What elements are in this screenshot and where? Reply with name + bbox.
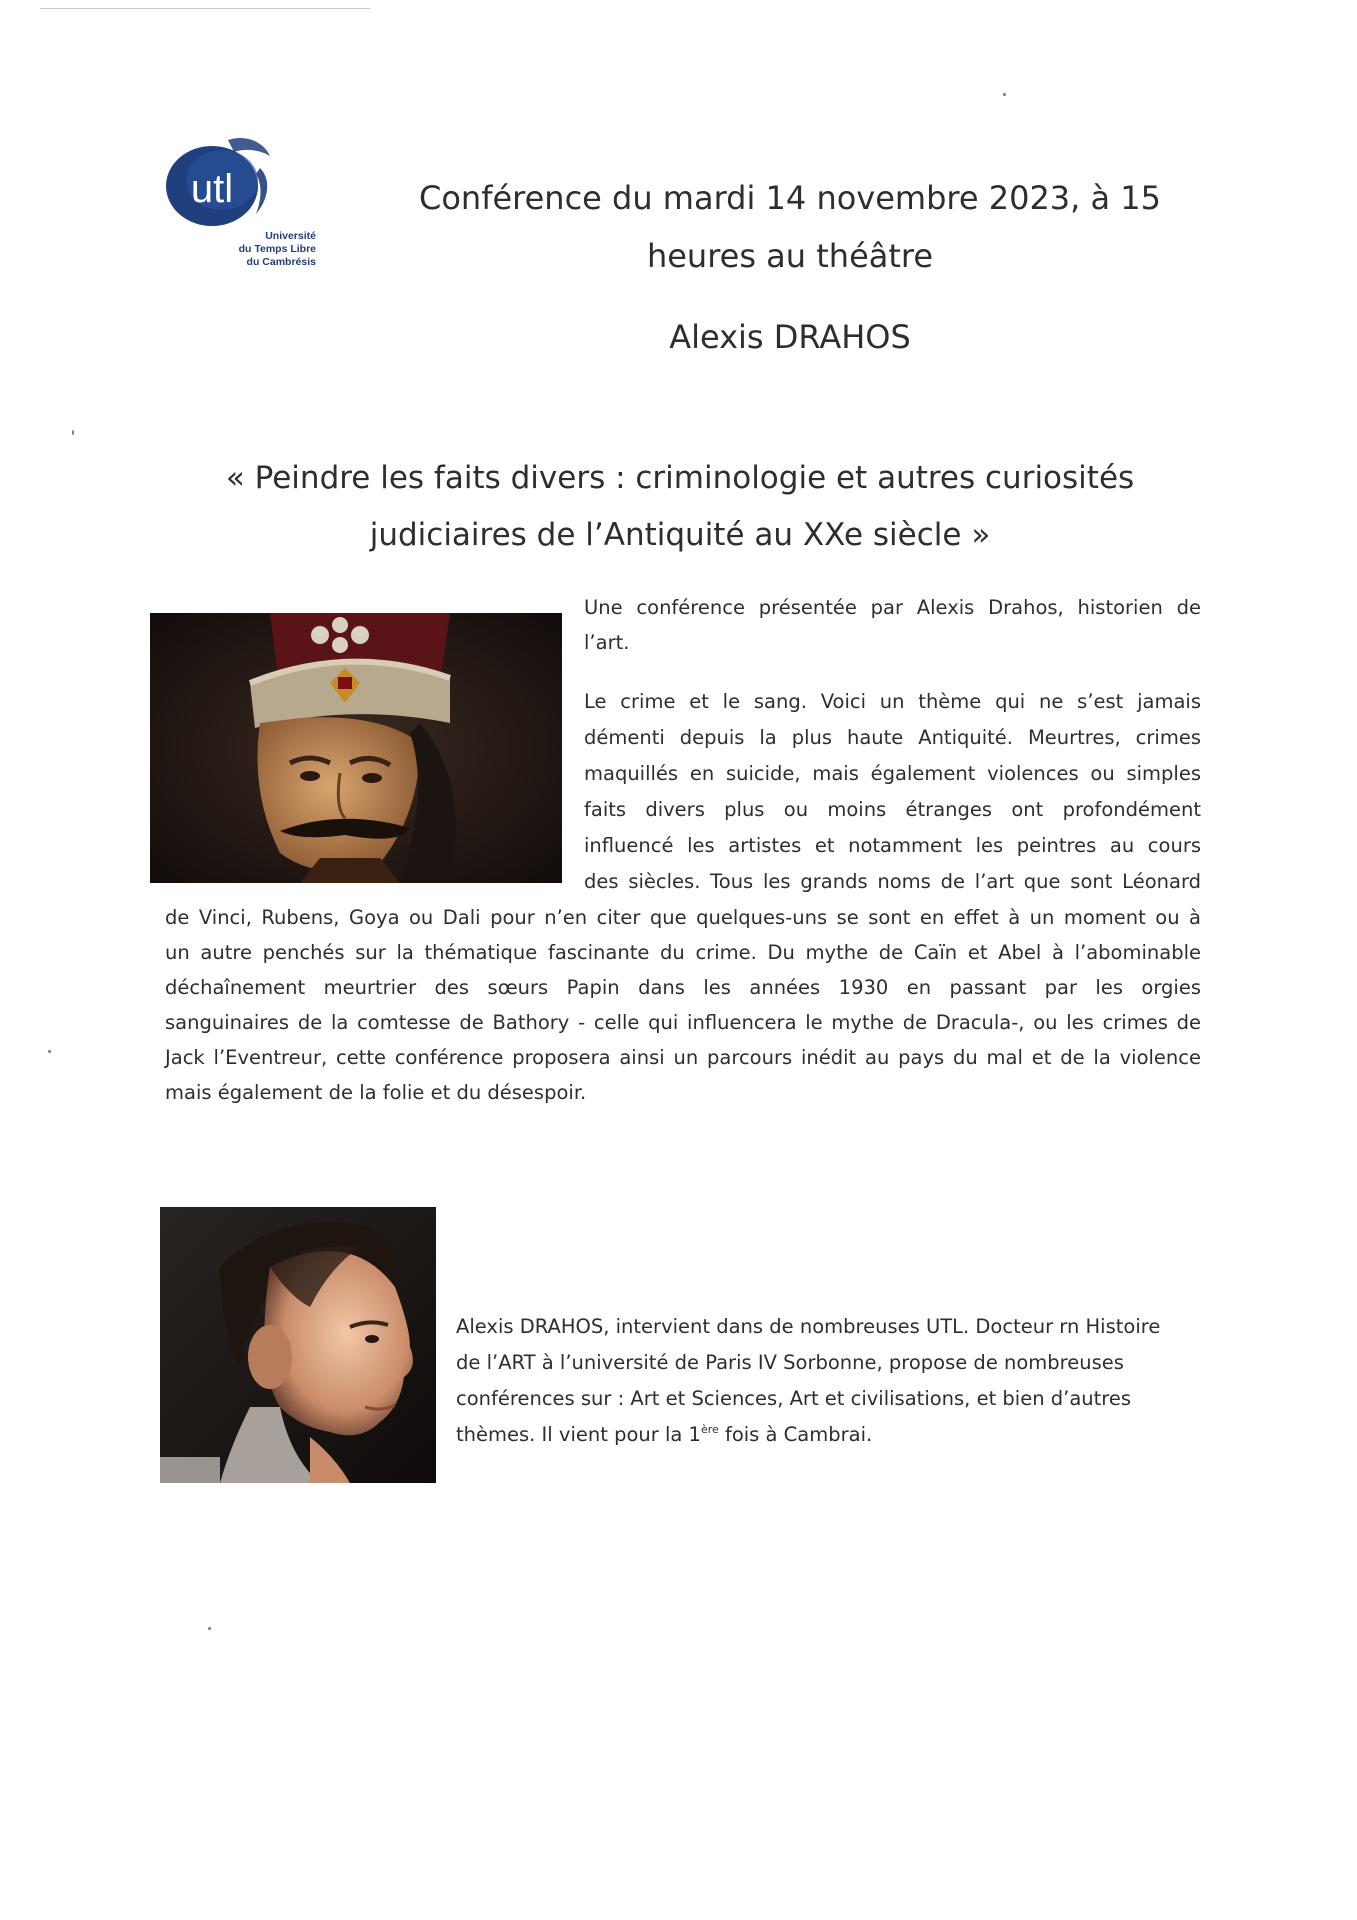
conference-date-line2: heures au théâtre [646, 237, 934, 275]
logo-line2: du Temps Libre [238, 243, 316, 255]
intro-line: l’art. [584, 631, 630, 654]
description-line: des siècles. Tous les grands noms de l’art que sont Léonard [584, 870, 1201, 893]
logo-line3: du Cambrésis [246, 256, 316, 268]
description-line: démenti depuis la plus haute Antiquité. Meurtres, crimes [584, 726, 1201, 749]
scan-speck [1003, 93, 1006, 96]
logo-subtitle [206, 230, 316, 269]
intro-line: Une conférence présentée par Alexis Drahos, historien de [584, 596, 1201, 619]
description-line: un autre penchés sur la thématique fascinante du crime. Du mythe de Caïn et Abel à l’abominable [165, 941, 1201, 964]
conference-title-line1: « Peindre les faits divers : criminologie et autres curiosités [225, 460, 1135, 496]
speaker-photo-image [160, 1207, 436, 1483]
description-line: maquillés en suicide, mais également violences ou simples [584, 762, 1201, 785]
bio-ordinal-superscript: ère [700, 1423, 719, 1436]
speaker-name-heading: Alexis DRAHOS [669, 318, 911, 356]
bio-line4-end: fois à Cambrai. [718, 1423, 873, 1446]
description-line: Le crime et le sang. Voici un thème qui ne s’est jamais [584, 690, 1201, 713]
description-line: influencé les artistes et notamment les peintres au cours [584, 834, 1201, 857]
bio-line4-start: thèmes. Il vient pour la 1 [456, 1423, 701, 1446]
conference-title-line2: judiciaires de l’Antiquité au XXe siècle » [369, 517, 991, 553]
scan-edge-line [40, 8, 370, 9]
logo-line1: Université [265, 230, 316, 242]
scan-speck [72, 430, 74, 435]
bio-line: conférences sur : Art et Sciences, Art et civilisations, et bien d’autres [456, 1387, 1132, 1410]
scan-speck [48, 1050, 51, 1053]
bio-line: de l’ART à l’université de Paris IV Sorbonne, propose de nombreuses [456, 1351, 1124, 1374]
description-line: sanguinaires de la comtesse de Bathory - celle qui influencera le mythe de Dracula-, ou les crimes de [165, 1011, 1201, 1034]
scan-speck [208, 1627, 211, 1630]
description-line: déchaînement meurtrier des sœurs Papin dans les années 1930 en passant par les orgies [165, 976, 1201, 999]
description-line: mais également de la folie et du désespoir. [165, 1081, 587, 1104]
bio-line [456, 1417, 872, 1453]
description-line: Jack l’Eventreur, cette conférence proposera ainsi un parcours inédit au pays du mal et de la violence [165, 1046, 1201, 1069]
portrait-painting-image [150, 613, 562, 883]
utl-logo [160, 128, 320, 288]
description-line: faits divers plus ou moins étranges ont profondément [584, 798, 1201, 821]
logo-mark-text: utl [190, 167, 234, 211]
conference-date-line1: Conférence du mardi 14 novembre 2023, à 15 [419, 179, 1161, 217]
bio-line: Alexis DRAHOS, intervient dans de nombreuses UTL. Docteur rn Histoire [456, 1315, 1161, 1338]
description-line: de Vinci, Rubens, Goya ou Dali pour n’en citer que quelques-uns se sont en effet à un moment ou à [165, 906, 1201, 929]
